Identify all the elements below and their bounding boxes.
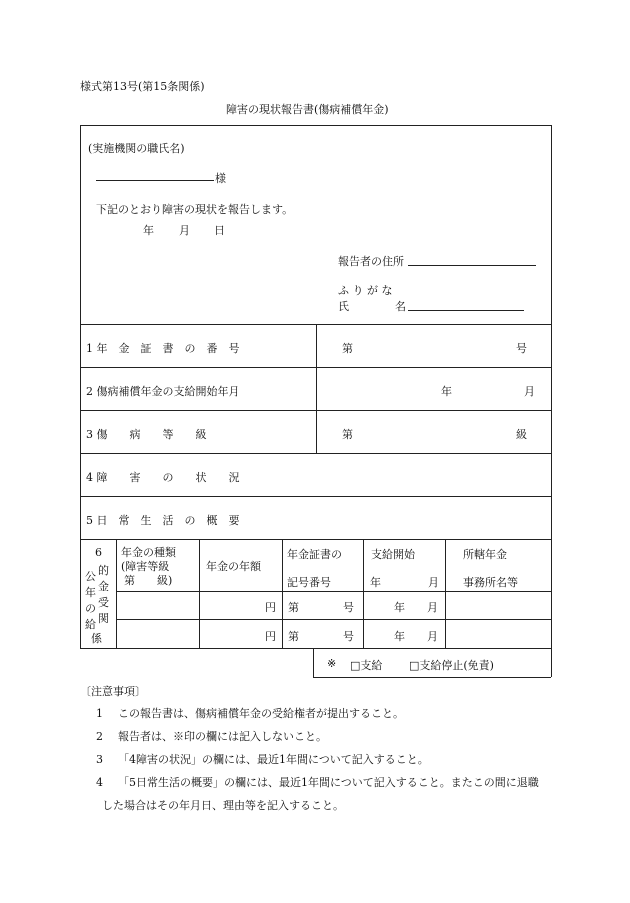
- document-title: 障害の現状報告書(傷病補償年金): [226, 103, 389, 116]
- row3-prefix: 第: [342, 428, 353, 441]
- pension-row2-yen: 円: [265, 630, 276, 643]
- note-item: 2 報告者は、※印の欄には記入しないこと。: [96, 730, 327, 743]
- statement: 下記のとおり障害の現状を報告します。: [96, 203, 294, 216]
- notes-heading: 〔注意事項〕: [80, 685, 146, 698]
- header-office-line1: 所轄年金: [463, 548, 507, 561]
- header-pension-type-line1: 年金の種類: [121, 546, 176, 559]
- note-item: 1 この報告書は、傷病補償年金の受給権者が提出すること。: [96, 707, 404, 720]
- honorific: 様: [215, 172, 226, 185]
- pension-side-char-8: 関: [98, 612, 109, 625]
- header-start-year: 年: [370, 576, 381, 589]
- pension-row2-type-input[interactable]: [120, 622, 196, 644]
- pension-side-char-1: 公: [85, 570, 96, 583]
- row2-month: 月: [524, 385, 535, 398]
- pension-side-char-4: 金: [98, 580, 109, 593]
- row3-label: 3 傷 病 等 級: [86, 428, 207, 441]
- status-option-payment[interactable]: □支給: [350, 659, 383, 672]
- row4-label: 4 障 害 の 状 況: [86, 471, 240, 484]
- pension-side-char-7: 給: [85, 618, 96, 631]
- row4-input[interactable]: [320, 459, 548, 491]
- header-certificate-line2: 記号番号: [287, 576, 331, 589]
- pension-row1-year: 年: [394, 601, 405, 614]
- row2-input[interactable]: [320, 373, 548, 405]
- pension-side-char-5: の: [85, 602, 96, 615]
- row2-label: 2 傷病補償年金の支給開始年月: [86, 385, 240, 398]
- row1-input[interactable]: [360, 330, 510, 362]
- pension-side-char-6: 受: [98, 596, 109, 609]
- reporter-name-line[interactable]: [408, 310, 524, 311]
- reporter-address-line[interactable]: [408, 265, 536, 266]
- date-year: 年: [143, 224, 154, 237]
- header-office-line2: 事務所名等: [463, 576, 518, 589]
- header-pension-type-line3: 第 級): [124, 574, 173, 587]
- row2-year: 年: [441, 385, 452, 398]
- row1-suffix: 号: [516, 342, 527, 355]
- recipient-label: (実施機関の職氏名): [88, 142, 185, 155]
- date-month: 月: [179, 224, 190, 237]
- recipient-name-line[interactable]: [96, 180, 214, 181]
- reporter-address-label: 報告者の住所: [338, 255, 404, 268]
- status-mark: ※: [327, 657, 337, 670]
- name-label-first: 氏: [338, 300, 349, 313]
- pension-side-char-3: 年: [85, 586, 96, 599]
- row1-prefix: 第: [342, 342, 353, 355]
- pension-row1-cert-prefix: 第: [288, 601, 299, 614]
- pension-row2-cert-prefix: 第: [288, 630, 299, 643]
- note-item: 4 「5日常生活の概要」の欄には、最近1年間について記入すること。またこの間に退職: [96, 776, 539, 789]
- header-annual-amount: 年金の年額: [206, 560, 261, 573]
- pension-row1-month: 月: [427, 601, 438, 614]
- pension-row1-cert-suffix: 号: [343, 601, 354, 614]
- row3-input[interactable]: [360, 416, 510, 448]
- pension-row1-type-input[interactable]: [120, 594, 196, 616]
- pension-side-char-2: 的: [98, 564, 109, 577]
- status-option-suspension[interactable]: □支給停止(免責): [409, 659, 494, 672]
- header-start-line1: 支給開始: [371, 548, 415, 561]
- pension-side-char-9: 係: [91, 632, 102, 645]
- furigana-label: ふ り が な: [338, 284, 393, 297]
- header-start-month: 月: [428, 576, 439, 589]
- form-number: 様式第13号(第15条関係): [80, 80, 205, 93]
- row3-suffix: 級: [516, 428, 527, 441]
- pension-section-number: 6: [95, 546, 102, 559]
- date-day: 日: [214, 224, 225, 237]
- note-item: 3 「4障害の状況」の欄には、最近1年間について記入すること。: [96, 753, 429, 766]
- pension-row2-year: 年: [394, 630, 405, 643]
- pension-row2-month: 月: [427, 630, 438, 643]
- pension-row2-cert-suffix: 号: [343, 630, 354, 643]
- header-certificate-line1: 年金証書の: [287, 548, 342, 561]
- row5-label: 5 日 常 生 活 の 概 要: [86, 514, 240, 527]
- note-item-continuation: した場合はその年月日、理由等を記入すること。: [102, 799, 344, 812]
- row5-input[interactable]: [320, 502, 548, 534]
- header-pension-type-line2: (障害等級: [121, 560, 170, 573]
- pension-row1-yen: 円: [265, 601, 276, 614]
- pension-row1-office-input[interactable]: [450, 594, 547, 616]
- name-label-second: 名: [395, 300, 406, 313]
- pension-row2-office-input[interactable]: [450, 622, 547, 644]
- row1-label: 1 年 金 証 書 の 番 号: [86, 342, 240, 355]
